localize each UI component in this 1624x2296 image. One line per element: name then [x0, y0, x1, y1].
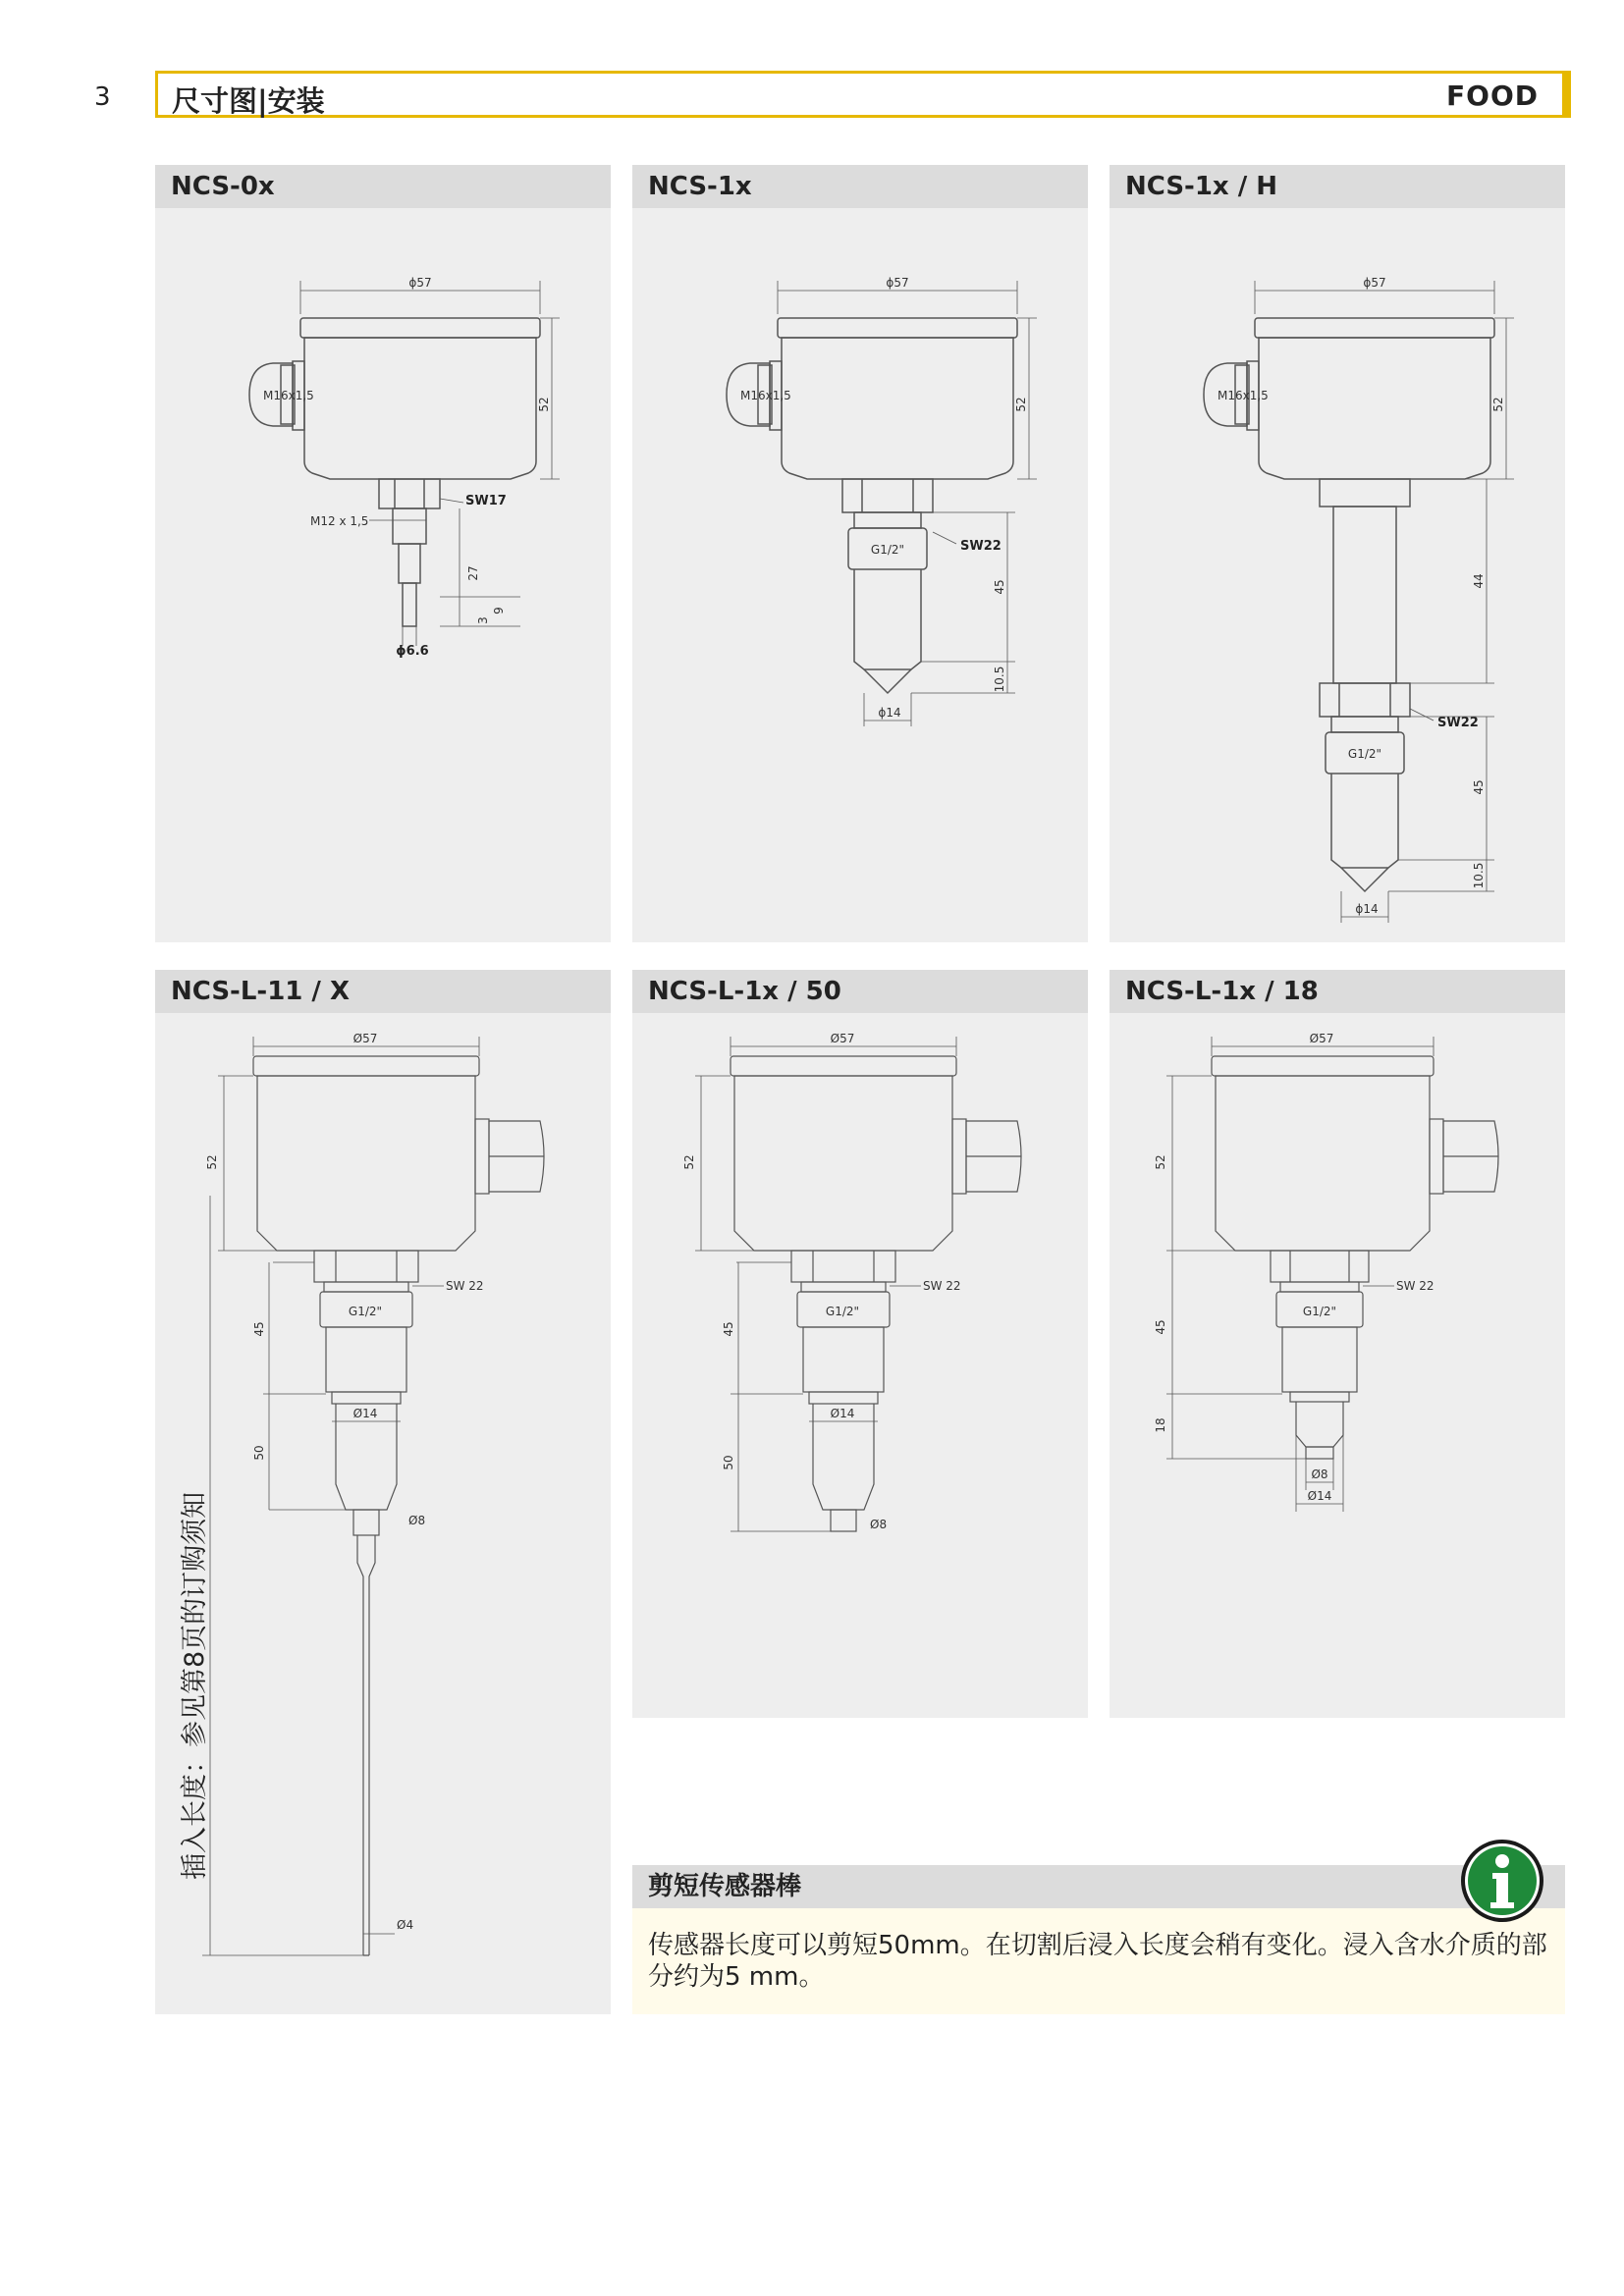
dim-label: SW 22 — [446, 1279, 484, 1293]
dimension-drawing — [632, 208, 1088, 942]
dim-label: G1/2" — [870, 543, 905, 557]
page-number: 3 — [94, 82, 111, 112]
dim-label: Ø57 — [352, 1032, 378, 1045]
dim-label: 10.5 — [993, 666, 1006, 693]
drawing-panel-ncs-l-1x-18 — [1110, 970, 1565, 1718]
drawing-panel-ncs-l-1x-50 — [632, 970, 1088, 1718]
dim-label: G1/2" — [825, 1305, 860, 1318]
dim-label: 44 — [1472, 573, 1486, 589]
dim-label: 50 — [722, 1455, 735, 1470]
dim-label: G1/2" — [1302, 1305, 1337, 1318]
dim-label: 52 — [1491, 397, 1505, 412]
dim-label: 18 — [1154, 1417, 1167, 1433]
dimension-drawing — [632, 1013, 1088, 1718]
dim-label: 52 — [205, 1154, 219, 1170]
insertion-length-text: 插入长度：参见第8页的订购须知 — [180, 1491, 210, 1880]
dim-label: ϕ14 — [1355, 902, 1379, 916]
panel-title: NCS-1x / H — [1110, 165, 1565, 208]
dimension-drawing — [155, 1013, 611, 2014]
drawing-panel-ncs-1x-h — [1110, 165, 1565, 942]
dim-label: 50 — [252, 1445, 266, 1461]
dim-label: Ø57 — [1309, 1032, 1334, 1045]
info-box — [632, 1865, 1565, 2014]
dim-label: G1/2" — [348, 1305, 383, 1318]
drawing-panel-ncs-0x — [155, 165, 611, 942]
dim-label: M16x1,5 — [263, 389, 314, 402]
dim-label: 45 — [722, 1321, 735, 1337]
dim-label: Ø8 — [1311, 1468, 1328, 1481]
dim-label: Ø4 — [397, 1918, 414, 1932]
dim-label: Ø8 — [408, 1514, 426, 1527]
panel-title: NCS-1x — [632, 165, 1088, 208]
dim-label: G1/2" — [1347, 747, 1382, 761]
dim-label: SW17 — [465, 494, 507, 508]
dim-label: SW22 — [1437, 716, 1479, 730]
dim-label: 27 — [466, 565, 480, 581]
dim-label: M12 x 1,5 — [310, 514, 369, 528]
dim-label: M16x1,5 — [740, 389, 791, 402]
dim-label: ϕ57 — [886, 276, 909, 290]
dimension-drawing — [1110, 208, 1565, 942]
dim-label: 52 — [1154, 1154, 1167, 1170]
dimension-drawing — [155, 208, 611, 942]
dim-label: 45 — [993, 579, 1006, 595]
page-header — [155, 71, 1565, 118]
info-icon — [1459, 1838, 1545, 1924]
dim-label: M16x1,5 — [1218, 389, 1269, 402]
dim-label: Ø14 — [1307, 1489, 1332, 1503]
dim-label: Ø8 — [870, 1518, 888, 1531]
drawing-panel-ncs-1x — [632, 165, 1088, 942]
dim-label: ϕ6.6 — [396, 644, 429, 659]
dim-label: 45 — [1472, 779, 1486, 795]
dim-label: ϕ14 — [878, 706, 901, 720]
dim-label: 9 — [492, 607, 506, 614]
dim-label: ϕ57 — [408, 276, 432, 290]
dim-label: 45 — [252, 1321, 266, 1337]
dim-label: Ø14 — [352, 1407, 378, 1420]
info-title: 剪短传感器棒 — [632, 1865, 1565, 1908]
dim-label: SW 22 — [1396, 1279, 1435, 1293]
drawing-panel-ncs-l-11-x — [155, 970, 611, 2014]
dim-label: SW22 — [960, 539, 1001, 554]
dim-label: ϕ57 — [1363, 276, 1386, 290]
insertion-length-note — [173, 1491, 212, 1880]
dim-label: 52 — [1014, 397, 1028, 412]
dimension-drawing — [1110, 1013, 1565, 1718]
dim-label: 10.5 — [1472, 862, 1486, 889]
dim-label: Ø14 — [830, 1407, 855, 1420]
dim-label: 52 — [537, 397, 551, 412]
panel-title: NCS-0x — [155, 165, 611, 208]
panel-title: NCS-L-1x / 50 — [632, 970, 1088, 1013]
header-tag: FOOD — [1446, 80, 1539, 112]
dim-label: Ø57 — [830, 1032, 855, 1045]
panel-title: NCS-L-11 / X — [155, 970, 611, 1013]
panel-title: NCS-L-1x / 18 — [1110, 970, 1565, 1013]
dim-label: 52 — [682, 1154, 696, 1170]
info-text: 传感器长度可以剪短50mm。在切割后浸入长度会稍有变化。浸入含水介质的部分约为5 mm。 — [648, 1931, 1547, 1992]
dim-label: 3 — [476, 616, 490, 624]
dim-label: SW 22 — [923, 1279, 961, 1293]
section-title: 尺寸图|安装 — [172, 84, 325, 118]
dim-label: 45 — [1154, 1319, 1167, 1335]
